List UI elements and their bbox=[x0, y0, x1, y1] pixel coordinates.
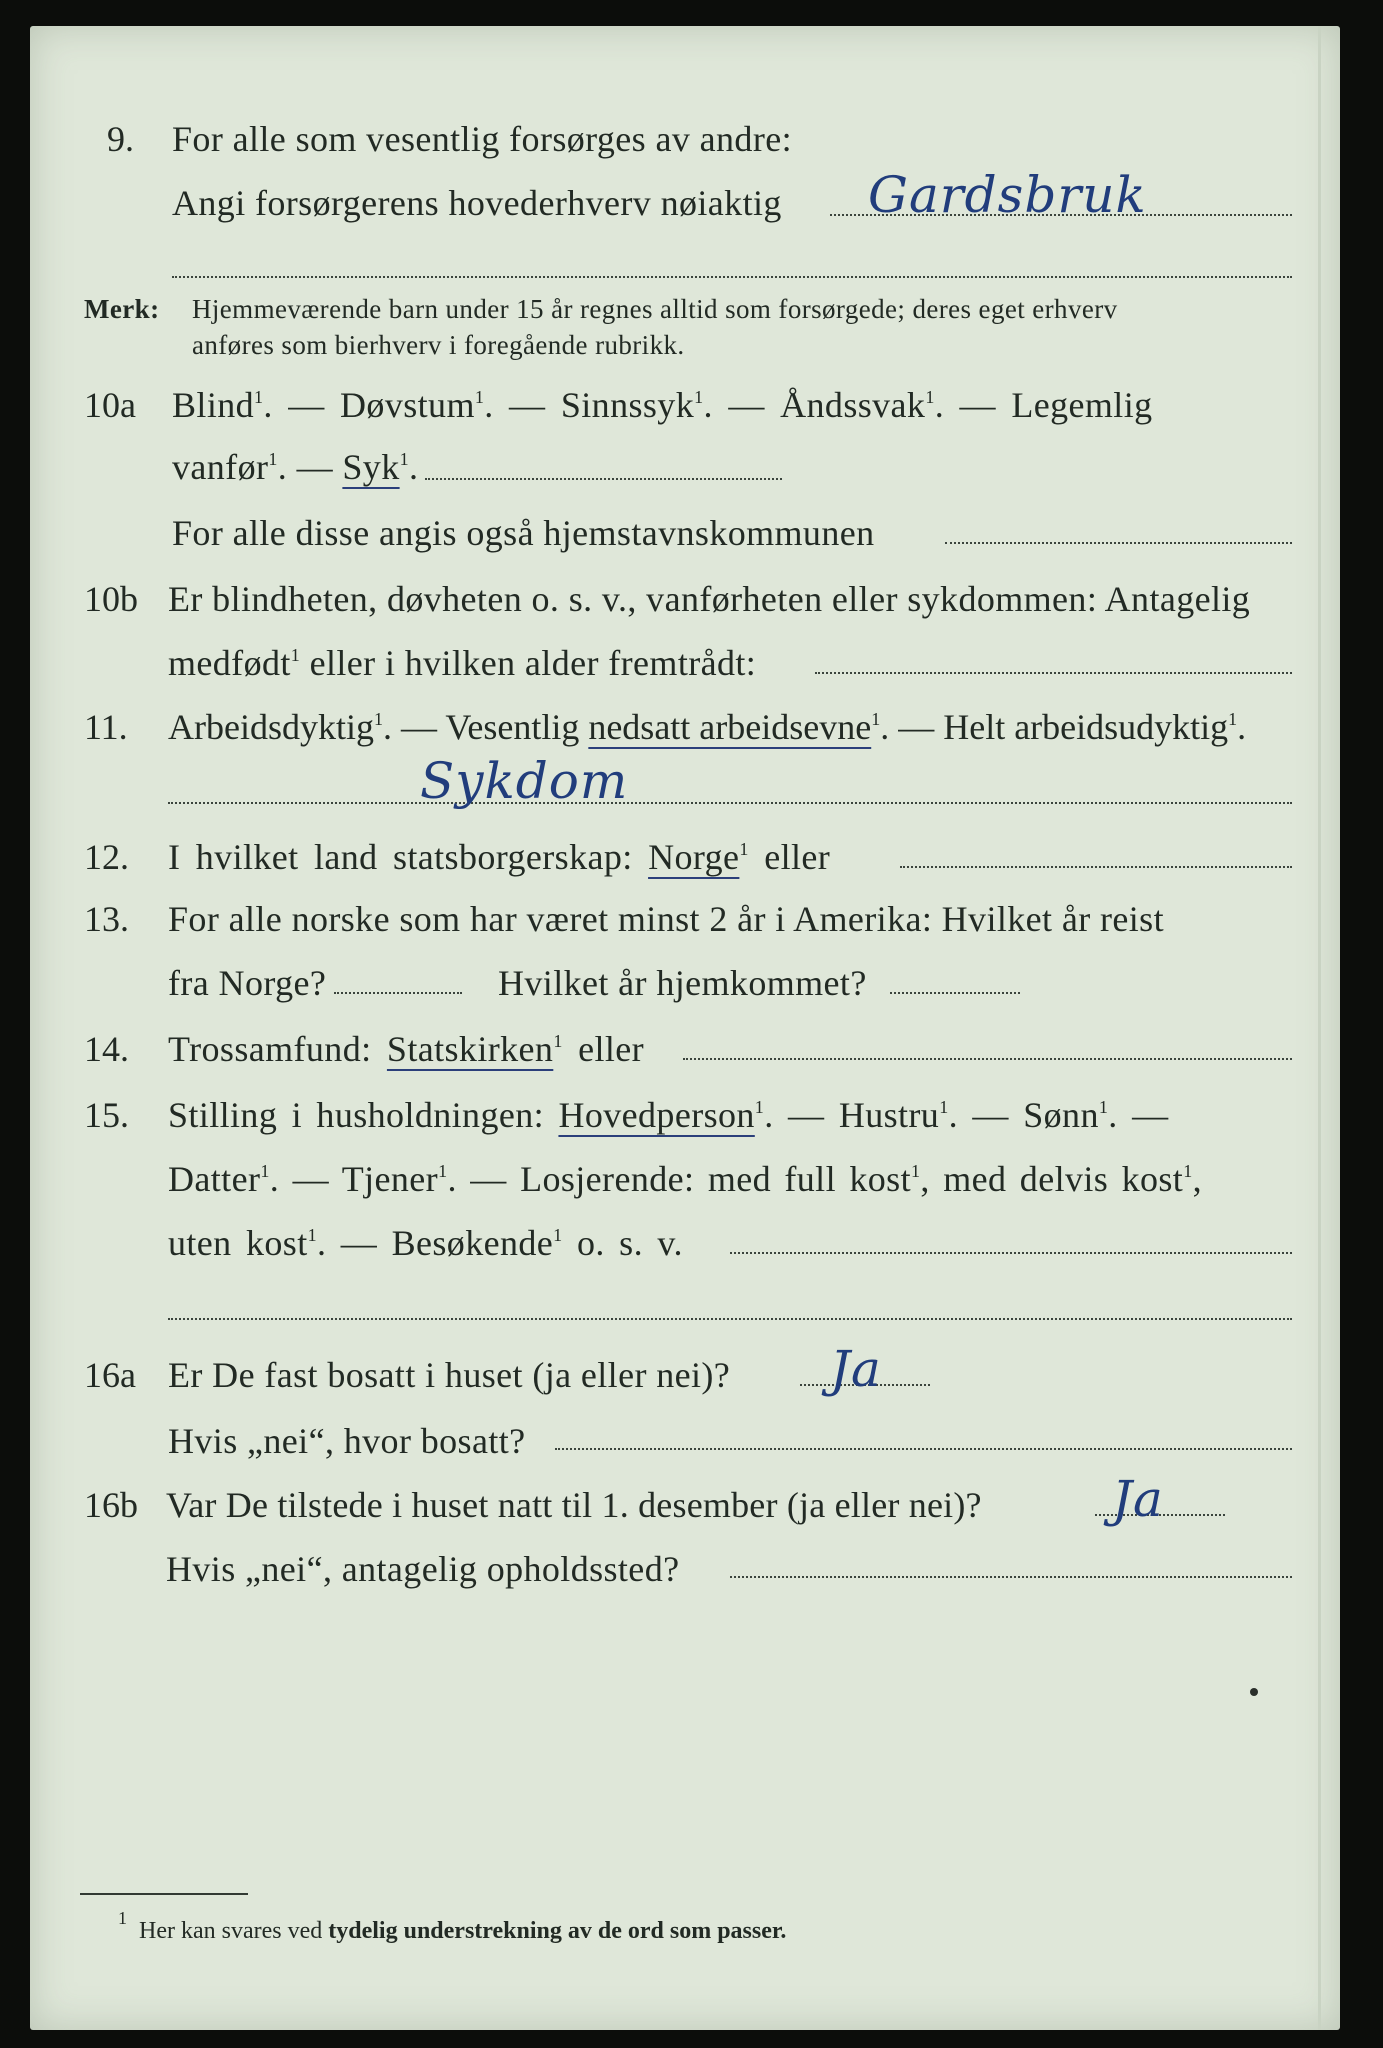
opt-blind: Blind bbox=[172, 385, 255, 425]
q15-line2: Datter$^1$. — Tjener$^1$. — Losjerende: med full kost$^1$, med delvis kost$^1$, bbox=[168, 1159, 1203, 1199]
q11-line1: Arbeidsdyktig$^1$. — Vesentlig nedsatt arbeidsevne$^1$. — Helt arbeidsudyktig$^1$. bbox=[168, 707, 1247, 747]
q10a-line3: For alle disse angis også hjemstavnskommunen bbox=[172, 513, 875, 553]
merk-line2: anføres som bierhverv i foregående rubrikk. bbox=[192, 330, 685, 360]
opt-hustru: Hustru bbox=[838, 1095, 940, 1135]
page-fold bbox=[1318, 26, 1321, 2030]
q14-lead: Trossamfund: bbox=[168, 1029, 372, 1069]
q15-osv: o. s. v. bbox=[576, 1223, 683, 1263]
q12-eller: eller bbox=[764, 837, 831, 877]
q14-eller: eller bbox=[578, 1029, 645, 1069]
opt-syk: Syk bbox=[342, 447, 400, 487]
opt-vesentlig: Vesentlig bbox=[445, 707, 580, 747]
footnote-text-b: tydelig understrekning av de ord som passer. bbox=[328, 1918, 787, 1944]
q15-line3: uten kost$^1$. — Besøkende$^1$ o. s. v. bbox=[168, 1223, 683, 1263]
merk-label: Merk: bbox=[84, 294, 160, 324]
opt-medfodt: medfødt bbox=[168, 643, 291, 683]
q12-number: 12. bbox=[84, 837, 129, 877]
q16b-line1: Var De tilstede i huset natt til 1. desember (ja eller nei)? bbox=[166, 1485, 982, 1525]
q10b-number: 10b bbox=[84, 579, 138, 619]
q16a-line1: Er De fast bosatt i huset (ja eller nei)? bbox=[168, 1355, 731, 1395]
q10a-line3-fill bbox=[945, 542, 1292, 544]
footnote bbox=[118, 1908, 786, 1945]
opt-statskirken: Statskirken bbox=[386, 1029, 554, 1069]
q10b-fill bbox=[815, 672, 1292, 674]
q13-line1: For alle norske som har været minst 2 år i Amerika: Hvilket år reist bbox=[168, 899, 1164, 939]
opt-delvis-kost: med delvis kost bbox=[943, 1159, 1184, 1199]
q10a-line2: vanfør$^1$. — Syk$^1$. bbox=[172, 447, 419, 487]
opt-helt-udyktig: Helt arbeidsudyktig bbox=[943, 707, 1229, 747]
q16a-line2: Hvis „nei“, hvor bosatt? bbox=[168, 1421, 526, 1461]
opt-besokende: Besøkende bbox=[391, 1223, 554, 1263]
opt-andssvak: Åndssvak bbox=[780, 385, 926, 425]
q15-number: 15. bbox=[84, 1095, 129, 1135]
q11-number: 11. bbox=[84, 707, 128, 747]
q9-answer-line2 bbox=[172, 276, 1292, 278]
q13-fill-hjem bbox=[890, 992, 1020, 994]
footnote-mark: 1 bbox=[118, 1908, 127, 1928]
opt-arbeidsdyktig: Arbeidsdyktig bbox=[168, 707, 374, 747]
q10a-line1: Blind$^1$. — Døvstum$^1$. — Sinnssyk$^1$. — Åndssvak$^1$. — Legemlig bbox=[172, 385, 1153, 425]
q9-number: 9. bbox=[107, 119, 134, 159]
q15-fill2 bbox=[168, 1318, 1292, 1320]
q14-number: 14. bbox=[84, 1029, 129, 1069]
q13-number: 13. bbox=[84, 899, 129, 939]
q10b-line1: Er blindheten, døvheten o. s. v., vanførheten eller sykdommen: Antagelig bbox=[168, 579, 1251, 619]
opt-legemlig: Legemlig bbox=[1011, 385, 1153, 425]
ink-speck bbox=[1250, 1688, 1258, 1696]
q16b-line2: Hvis „nei“, antagelig opholdssted? bbox=[166, 1549, 680, 1589]
opt-norge: Norge bbox=[648, 837, 740, 877]
q12-fill bbox=[900, 866, 1292, 868]
q14-fill bbox=[683, 1058, 1292, 1060]
opt-full-kost: med full kost bbox=[707, 1159, 911, 1199]
q10b-line2: medfødt$^1$ eller i hvilken alder fremtrådt: bbox=[168, 643, 757, 683]
opt-nedsatt: nedsatt arbeidsevne bbox=[588, 707, 872, 747]
q11-answer-line bbox=[168, 802, 1292, 804]
opt-datter: Datter bbox=[168, 1159, 261, 1199]
opt-sonn: Sønn bbox=[1023, 1095, 1099, 1135]
q13-line2b: Hvilket år hjemkommet? bbox=[498, 963, 867, 1003]
footnote-text-a: Her kan svares ved bbox=[139, 1918, 323, 1944]
opt-uten-kost: uten kost bbox=[168, 1223, 308, 1263]
q15-fill bbox=[730, 1252, 1292, 1254]
q16b-answer: Ja bbox=[1112, 1470, 1164, 1528]
opt-hovedperson: Hovedperson bbox=[558, 1095, 755, 1135]
q11-answer: Sykdom bbox=[420, 752, 629, 810]
q10a-line2-fill bbox=[425, 478, 782, 480]
q16a-number: 16a bbox=[84, 1355, 136, 1395]
q12-line: I hvilket land statsborgerskap: Norge$^1$ eller bbox=[168, 837, 831, 877]
q14-line: Trossamfund: Statskirken$^1$ eller bbox=[168, 1029, 645, 1069]
q15-line1: Stilling i husholdningen: Hovedperson$^1$. — Hustru$^1$. — Sønn$^1$. — bbox=[168, 1095, 1169, 1135]
opt-vanfor: vanfør bbox=[172, 447, 269, 487]
merk-line1: Hjemmeværende barn under 15 år regnes alltid som forsørgede; deres eget erhverv bbox=[192, 294, 1118, 324]
q16b-fill2 bbox=[730, 1576, 1292, 1578]
q10b-alder: eller i hvilken alder fremtrådt: bbox=[309, 643, 757, 683]
q10a-number: 10a bbox=[84, 385, 136, 425]
footnote-rule bbox=[80, 1893, 248, 1895]
opt-sinnssyk: Sinnssyk bbox=[560, 385, 695, 425]
q9-line2: Angi forsørgerens hovederhverv nøiaktig bbox=[172, 183, 782, 223]
q13-fill-reist bbox=[334, 992, 462, 994]
opt-losjerende: Losjerende: bbox=[520, 1159, 695, 1199]
q16a-fill2 bbox=[555, 1448, 1292, 1450]
q16a-answer: Ja bbox=[830, 1340, 882, 1398]
opt-tjener: Tjener bbox=[341, 1159, 439, 1199]
q16b-number: 16b bbox=[84, 1485, 138, 1525]
q12-lead: I hvilket land statsborgerskap: bbox=[168, 837, 633, 877]
opt-dovstum: Døvstum bbox=[340, 385, 475, 425]
q9-line1: For alle som vesentlig forsørges av andre: bbox=[172, 119, 792, 159]
q13-line2a: fra Norge? bbox=[168, 963, 327, 1003]
q9-answer: Gardsbruk bbox=[868, 166, 1147, 224]
q15-lead: Stilling i husholdningen: bbox=[168, 1095, 545, 1135]
